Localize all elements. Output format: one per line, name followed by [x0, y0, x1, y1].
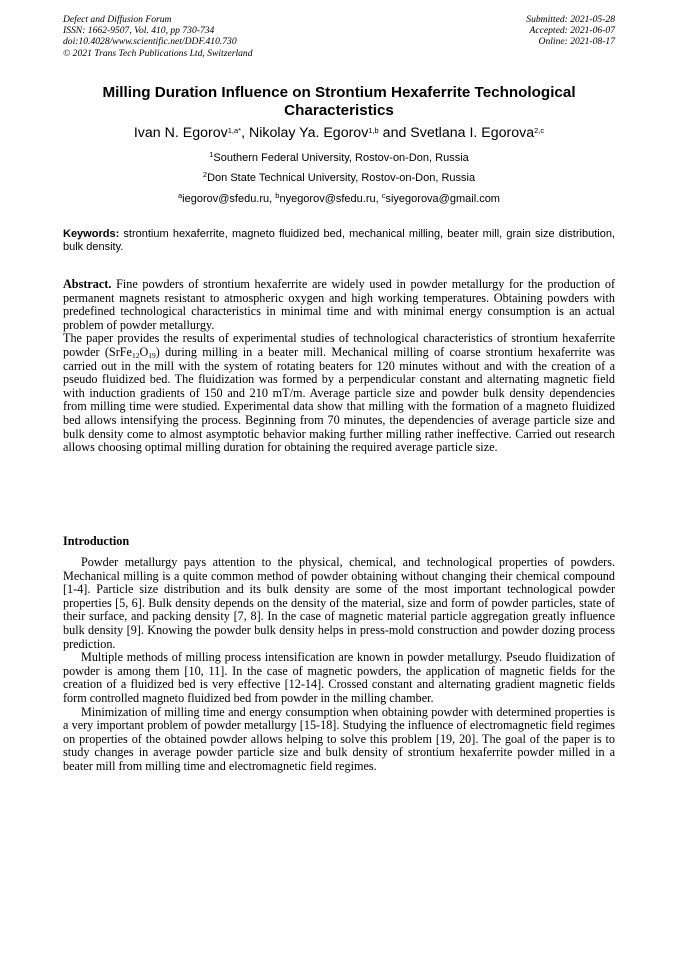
- formula-subscript: 19: [148, 350, 156, 360]
- section-heading: Introduction: [63, 534, 130, 548]
- keywords-text: strontium hexaferrite, magneto fluidized bed, mechanical milling, beater mill, grain size distribution, bulk density.: [63, 228, 615, 254]
- intro-paragraph-3: Minimization of milling time and energy consumption when obtaining powder with determined properties is a very important problem of powder metallurgy [15-18]. Studying the influence of electromagnetic field regimes on properties of the obtained powder allows helping to solve this problem [19, 20]. The goal of the paper is to study changes in average powder particle size and bulk density of strontium hexaferrite powder milled in a beater mill from milling time and electromagnetic field regimes.: [63, 704, 615, 773]
- submitted-date: Submitted: 2021-05-28: [526, 14, 615, 25]
- affiliation-2: [63, 172, 615, 185]
- affiliation-text: Don State Technical University, Rostov-on-Don, Russia: [207, 172, 476, 184]
- author-separator: and: [378, 125, 411, 141]
- introduction-body: [63, 556, 615, 774]
- abstract-label: Abstract.: [63, 277, 112, 291]
- abstract-text: Fine powders of strontium hexaferrite are widely used in powder metallurgy for the production of permanent magnets resistant to atmospheric oxygen and high working temperatures. Obtaining powders with predefined technological characteristics in minimal time and with minimal energy consumption is an actual problem of powder metallurgy.: [63, 277, 615, 332]
- author-sup: 1,b: [368, 126, 379, 135]
- email-list: [63, 193, 615, 206]
- abstract-paragraph-1: [63, 278, 615, 332]
- abstract-text: ) during milling in a beater mill. Mechanical milling of coarse strontium hexaferrite was carried out in the mill with the system of rotating beaters for 120 minutes without and with the creation of a pseudo fluidized bed. The fluidization was formed by a perpendicular constant and alternating magnetic field with induction gradients of 150 and 210 mT/m. Average particle size and powder bulk density dependencies from milling time were studied. Experimental data show that milling with the formation of a magneto fluidized bed allows intensifying the process. Beginning from 70 minutes, the dependencies of average particle size and bulk density come to almost asymptotic behavior making further milling rather ineffective. Carried out research allows choosing optimal milling duration for obtaining the required average particle size.: [63, 344, 615, 455]
- abstract-paragraph-2: [63, 332, 615, 454]
- submission-dates: [526, 14, 615, 48]
- paper-title: Milling Duration Influence on Strontium Hexaferrite Technological Characteristics: [102, 84, 576, 119]
- author-name: Svetlana I. Egorova: [410, 125, 535, 141]
- affiliation-sup: 2: [202, 170, 208, 179]
- email-sup: b: [275, 191, 280, 200]
- keywords-label: Keywords:: [63, 228, 120, 240]
- email-sup: c: [381, 191, 386, 200]
- author-separator: ,: [241, 125, 249, 141]
- copyright-line: © 2021 Trans Tech Publications Ltd, Switzerland: [63, 47, 253, 59]
- issn-line: ISSN: 1662-9507, Vol. 410, pp 730-734: [63, 25, 215, 37]
- journal-name: Defect and Diffusion Forum: [63, 14, 172, 25]
- email-address[interactable]: iegorov@sfedu.ru,: [182, 193, 276, 205]
- abstract: [63, 278, 615, 455]
- author-sup: 1,a*: [227, 126, 242, 135]
- accepted-date: Accepted: 2021-06-07: [529, 25, 615, 37]
- formula-subscript: 12: [131, 350, 140, 360]
- email-address[interactable]: nyegorov@sfedu.ru,: [279, 193, 382, 205]
- email-address[interactable]: siyegorova@gmail.com: [385, 193, 500, 205]
- author-sup: 2,c: [534, 126, 545, 135]
- email-sup: a: [178, 191, 183, 200]
- journal-info: [63, 14, 253, 59]
- affiliation-text: Southern Federal University, Rostov-on-Don, Russia: [213, 152, 469, 164]
- affiliation-sup: 1: [209, 150, 214, 159]
- author-name: Ivan N. Egorov: [133, 125, 228, 141]
- intro-paragraph-2: Multiple methods of milling process intensification are known in powder metallurgy. Pseudo fluidization of powder is among them [10, 11]. In the case of magnetic powders, the application of magnetic fields for the creation of a fluidized bed is very effective [12-14]. Crossed constant and alternating gradient magnetic fields form controlled magneto fluidized bed from powder in the milling chamber.: [63, 650, 615, 705]
- keywords: [63, 228, 615, 255]
- author-list: [63, 124, 615, 142]
- intro-paragraph-1: Powder metallurgy pays attention to the physical, chemical, and technological properties of powders. Mechanical milling is a quite common method of powder obtaining without changing their chemical compound [1-4]. Particle size distribution and its bulk density are some of the most important technological powder properties [5, 6]. Bulk density depends on the density of the material, size and form of powder particles, state of their surface, and packing density [7, 8]. In the case of magnetic material particle aggregation greatly influence bulk density [9]. Knowing the powder bulk density helps in press-mold construction and powder dozing process prediction.: [63, 555, 615, 651]
- abstract-text: O: [139, 344, 149, 359]
- abstract-text: The paper provides the results of experimental studies of technological characteristics of strontium hexaferrite powder (SrFe: [63, 331, 615, 359]
- online-date: Online: 2021-08-17: [538, 36, 615, 48]
- doi-line: doi:10.4028/www.scientific.net/DDF.410.730: [63, 36, 237, 48]
- affiliation-1: [63, 152, 615, 165]
- author-name: Nikolay Ya. Egorov: [248, 125, 369, 141]
